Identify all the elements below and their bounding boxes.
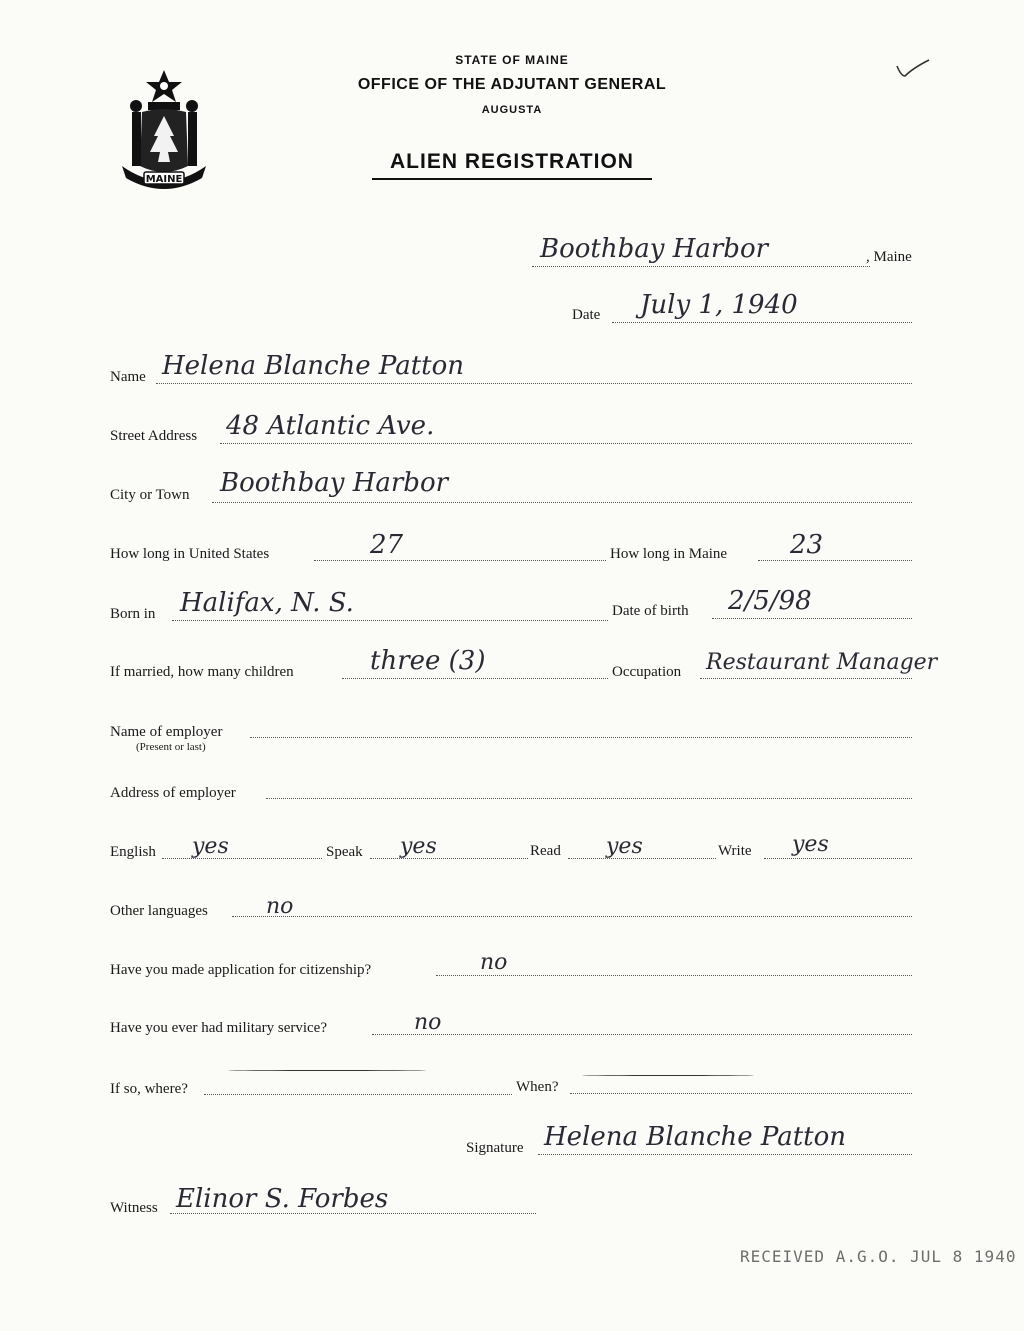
how-long-us-value: 27 <box>370 530 404 560</box>
speak-label: Speak <box>326 844 363 860</box>
citizenship-line <box>436 975 912 976</box>
occupation-line <box>700 678 912 679</box>
title-underline <box>372 178 652 180</box>
city-label: City or Town <box>110 487 190 503</box>
write-label: Write <box>718 843 752 859</box>
write-line <box>764 858 912 859</box>
signature-value: Helena Blanche Patton <box>544 1122 847 1152</box>
employer-name-line <box>250 737 912 738</box>
city-line <box>212 502 912 503</box>
english-label: English <box>110 844 156 860</box>
military-service-label: Have you ever had military service? <box>110 1020 327 1036</box>
children-label: If married, how many children <box>110 664 294 680</box>
header-state: STATE OF MAINE <box>455 53 569 67</box>
how-long-us-line <box>314 560 606 561</box>
date-of-birth-line <box>712 618 912 619</box>
born-in-value: Halifax, N. S. <box>180 588 354 618</box>
witness-value: Elinor S. Forbes <box>176 1184 389 1214</box>
date-label: Date <box>572 307 601 323</box>
speak-value: yes <box>400 834 437 859</box>
place-value: Boothbay Harbor <box>540 234 769 264</box>
born-in-line <box>172 620 608 621</box>
other-languages-line <box>232 916 912 917</box>
date-line <box>612 322 912 323</box>
svg-text:MAINE: MAINE <box>145 174 183 185</box>
name-line <box>156 383 912 384</box>
place-line <box>532 266 870 267</box>
military-service-line <box>372 1034 912 1035</box>
employer-address-label: Address of employer <box>110 785 236 801</box>
how-long-maine-line <box>758 560 912 561</box>
when-line <box>570 1093 912 1094</box>
signature-line <box>538 1154 912 1155</box>
occupation-label: Occupation <box>612 664 682 680</box>
employer-address-line <box>266 798 912 799</box>
when-dash-mark <box>582 1075 754 1076</box>
occupation-value: Restaurant Manager <box>706 650 938 675</box>
how-long-maine-label: How long in Maine <box>610 546 728 562</box>
read-value: yes <box>606 834 643 859</box>
place-suffix: , Maine <box>866 249 912 265</box>
employer-name-label: Name of employer <box>110 724 223 740</box>
read-label: Read <box>530 843 561 859</box>
children-value: three (3) <box>370 646 486 676</box>
military-service-value: no <box>414 1010 442 1035</box>
date-of-birth-label: Date of birth <box>612 603 689 619</box>
where-line <box>204 1094 512 1095</box>
where-label: If so, where? <box>110 1081 188 1097</box>
form-title: ALIEN REGISTRATION <box>390 150 634 173</box>
other-languages-label: Other languages <box>110 903 208 919</box>
english-line <box>162 858 322 859</box>
employer-name-sublabel: (Present or last) <box>136 741 206 753</box>
street-address-label: Street Address <box>110 428 198 444</box>
name-label: Name <box>110 369 146 385</box>
where-dash-mark <box>228 1070 426 1071</box>
date-of-birth-value: 2/5/98 <box>728 586 812 616</box>
when-label: When? <box>516 1079 559 1095</box>
received-stamp: RECEIVED A.G.O. JUL 8 1940 <box>740 1247 1017 1266</box>
english-value: yes <box>192 834 229 859</box>
write-value: yes <box>792 832 829 857</box>
how-long-maine-value: 23 <box>790 530 824 560</box>
date-value: July 1, 1940 <box>640 290 798 320</box>
header-office: OFFICE OF THE ADJUTANT GENERAL <box>357 76 667 93</box>
street-address-value: 48 Atlantic Ave. <box>226 411 435 441</box>
signature-label: Signature <box>466 1140 524 1156</box>
born-in-label: Born in <box>110 606 156 622</box>
children-line <box>342 678 608 679</box>
city-value: Boothbay Harbor <box>220 468 449 498</box>
witness-label: Witness <box>110 1200 158 1216</box>
street-address-line <box>220 443 912 444</box>
other-languages-value: no <box>266 894 294 919</box>
citizenship-value: no <box>480 950 508 975</box>
how-long-us-label: How long in United States <box>110 546 270 562</box>
speak-line <box>370 858 528 859</box>
name-value: Helena Blanche Patton <box>162 351 465 381</box>
header-city: AUGUSTA <box>481 104 543 116</box>
citizenship-label: Have you made application for citizenship? <box>110 962 372 978</box>
